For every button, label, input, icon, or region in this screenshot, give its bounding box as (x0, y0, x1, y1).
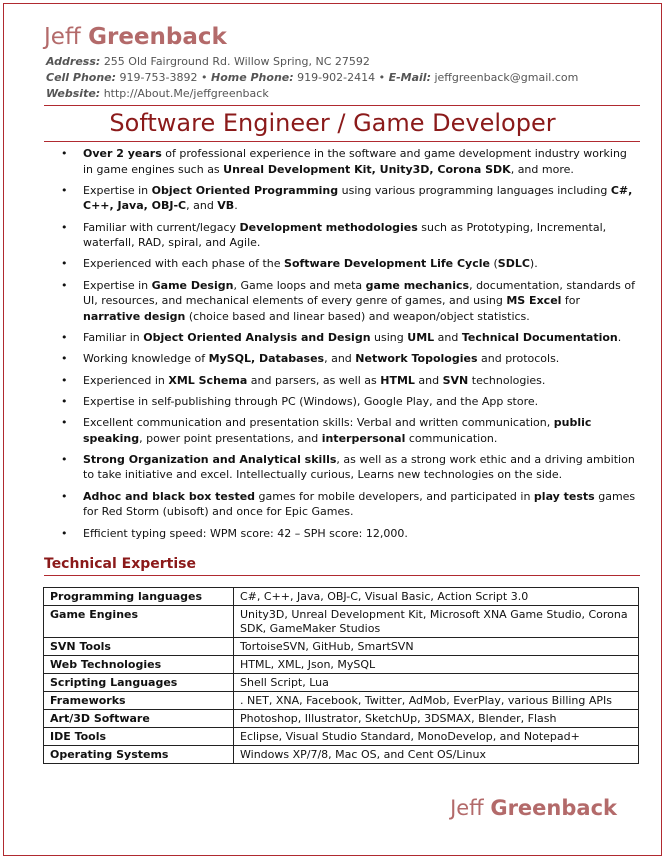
bullet-emphasis: MS Excel (506, 294, 562, 308)
summary-bullet (61, 526, 639, 542)
bullet-text: communication. (405, 431, 498, 445)
skill-values: . NET, XNA, Facebook, Twitter, AdMob, EverPlay, various Billing APIs (234, 692, 639, 710)
section-divider (44, 575, 640, 576)
summary-bullet (61, 146, 639, 177)
bullet-text: ( (489, 257, 498, 271)
bullet-text: , power point presentations, and (139, 431, 322, 445)
bullet-emphasis: Object Oriented Programming (151, 183, 339, 197)
bullet-text: Experienced with each phase of the (83, 257, 285, 271)
bullet-text: Expertise in (83, 278, 152, 292)
skill-category: Programming languages (44, 588, 234, 606)
table-row (44, 728, 639, 746)
bullet-text: and (414, 373, 443, 387)
bullet-text: , documentation, standards of UI, resources, and mechanical elements of every genre of games, and using (83, 278, 635, 308)
bullet-text: , and (186, 199, 218, 213)
bullet-emphasis: Unreal Development Kit, Unity3D, Corona SDK (223, 162, 511, 176)
bullet-text: and (434, 330, 462, 344)
last-name: Greenback (88, 24, 227, 50)
cell-phone-value: 919-753-3892 (119, 71, 198, 84)
bullet-text: Experienced in (83, 373, 169, 387)
bullet-emphasis: Network Topologies (355, 352, 478, 366)
resume-page (3, 3, 662, 856)
bullet-text: and protocols. (477, 352, 560, 366)
address-value: 255 Old Fairground Rd. Willow Spring, NC 27592 (103, 55, 370, 68)
bullet-text: ). (529, 257, 538, 271)
bullet-text: and parsers, as well as (247, 373, 381, 387)
summary-bullet (61, 489, 639, 520)
skill-values: Windows XP/7/8, Mac OS, and Cent OS/Linux (234, 746, 639, 764)
table-row (44, 606, 639, 638)
summary-bullet-list (61, 146, 639, 547)
bullet-text: Working knowledge of (83, 352, 209, 366)
skill-values: TortoiseSVN, GitHub, SmartSVN (234, 638, 639, 656)
table-row (44, 674, 639, 692)
skill-category: Web Technologies (44, 656, 234, 674)
footer-signature (450, 796, 617, 820)
bullet-emphasis: Game Design (151, 278, 234, 292)
technical-expertise-heading: Technical Expertise (44, 556, 196, 572)
skill-values: C#, C++, Java, OBJ-C, Visual Basic, Action Script 3.0 (234, 588, 639, 606)
bullet-text: games for Red Storm (ubisoft) and once for Epic Games. (83, 489, 636, 519)
separator-dot: • (200, 71, 208, 84)
headline-title: Software Engineer / Game Developer (109, 109, 556, 137)
skill-category: SVN Tools (44, 638, 234, 656)
bullet-text: , Game loops and meta (233, 278, 366, 292)
bullet-emphasis: XML Schema (168, 373, 248, 387)
bullet-emphasis: Technical Documentation (461, 330, 618, 344)
skill-category: Game Engines (44, 606, 234, 638)
skill-category: Operating Systems (44, 746, 234, 764)
skill-category: Scripting Languages (44, 674, 234, 692)
bullet-text: , and (324, 352, 356, 366)
skill-values: Photoshop, Illustrator, SketchUp, 3DSMAX, Blender, Flash (234, 710, 639, 728)
skill-values: Unity3D, Unreal Development Kit, Microsoft XNA Game Studio, Corona SDK, GameMaker Studios (234, 606, 639, 638)
bullet-emphasis: UML (407, 330, 435, 344)
technical-expertise-table (43, 587, 639, 764)
bullet-text: for (561, 294, 581, 308)
cell-phone-label: Cell Phone: (46, 71, 117, 84)
skill-values: Eclipse, Visual Studio Standard, MonoDevelop, and Notepad+ (234, 728, 639, 746)
footer-first-name: Jeff (450, 796, 484, 820)
bullet-emphasis: Development methodologies (239, 220, 418, 234)
bullet-text: Familiar with current/legacy (83, 220, 240, 234)
summary-bullet (61, 278, 639, 325)
table-row (44, 746, 639, 764)
skill-category: Art/3D Software (44, 710, 234, 728)
bullet-emphasis: play tests (533, 489, 595, 503)
summary-bullet (61, 394, 639, 410)
bullet-emphasis: Software Development Life Cycle (284, 257, 490, 271)
summary-bullet (61, 373, 639, 389)
phone-email-line (46, 70, 578, 85)
bullet-text: Expertise in self-publishing through PC (Windows), Google Play, and the App store. (83, 394, 539, 408)
bullet-text: such as Prototyping, Incremental, waterfall, RAD, spiral, and Agile. (83, 220, 607, 250)
summary-bullet (61, 256, 639, 272)
bullet-text: , and more. (510, 162, 574, 176)
table-row (44, 588, 639, 606)
candidate-name (44, 24, 227, 50)
address-line (46, 54, 370, 69)
website-label: Website: (46, 87, 101, 100)
table-row (44, 710, 639, 728)
first-name: Jeff (44, 24, 81, 50)
bullet-emphasis: C#, C++, Java, OBJ-C (83, 183, 633, 213)
bullet-text: . (234, 199, 238, 213)
bullet-emphasis: interpersonal (321, 431, 406, 445)
bullet-text: of professional experience in the software and game development industry working in game engines such as (83, 147, 627, 176)
skill-category: Frameworks (44, 692, 234, 710)
summary-bullet (61, 351, 639, 367)
bullet-emphasis: MySQL, Databases (208, 352, 325, 366)
bullet-emphasis: Object Oriented Analysis and Design (143, 330, 371, 344)
skill-category: IDE Tools (44, 728, 234, 746)
bullet-text: using various programming languages including (338, 183, 611, 197)
headline-top-divider (44, 105, 640, 106)
website-link[interactable]: http://About.Me/jeffgreenback (103, 87, 269, 100)
bullet-emphasis: SVN (442, 373, 469, 387)
bullet-emphasis: SDLC (497, 257, 530, 271)
bullet-text: (choice based and linear based) and weapon/object statistics. (185, 309, 530, 323)
summary-bullet (61, 183, 639, 214)
website-line (46, 86, 269, 101)
bullet-text: , as well as a strong work ethic and a driving ambition to take initiative and excel. Intellectually curious, Learns new technologies on the side. (83, 452, 635, 482)
bullet-emphasis: HTML (380, 373, 415, 387)
home-phone-value: 919-902-2414 (297, 71, 376, 84)
skill-values: HTML, XML, Json, MySQL (234, 656, 639, 674)
bullet-text: Familiar in (83, 330, 144, 344)
summary-bullet (61, 415, 639, 446)
bullet-text: using (370, 330, 408, 344)
summary-bullet (61, 220, 639, 251)
bullet-text: games for mobile developers, and participated in (255, 489, 534, 503)
table-row (44, 638, 639, 656)
summary-bullet (61, 452, 639, 483)
bullet-emphasis: game mechanics (365, 278, 470, 292)
email-label: E-Mail: (388, 71, 431, 84)
footer-last-name: Greenback (490, 796, 617, 820)
bullet-text: Efficient typing speed: WPM score: 42 – SPH score: 12,000. (83, 526, 408, 540)
separator-dot: • (378, 71, 386, 84)
bullet-emphasis: Over 2 years (83, 147, 162, 160)
email-value[interactable]: jeffgreenback@gmail.com (434, 71, 579, 84)
bullet-emphasis: VB (217, 199, 235, 213)
bullet-emphasis: narrative design (83, 309, 186, 323)
bullet-text: . (617, 330, 622, 344)
bullet-text: technologies. (468, 373, 546, 387)
headline-bottom-divider (44, 141, 640, 142)
bullet-text: Excellent communication and presentation skills: Verbal and written communication, (83, 416, 554, 430)
bullet-emphasis: public speaking (83, 416, 592, 445)
table-row (44, 656, 639, 674)
bullet-text: Expertise in (83, 183, 152, 197)
bullet-emphasis: Adhoc and black box tested (83, 489, 256, 503)
summary-bullet (61, 330, 639, 346)
table-row (44, 692, 639, 710)
skill-values: Shell Script, Lua (234, 674, 639, 692)
address-label: Address: (46, 55, 101, 68)
bullet-emphasis: Strong Organization and Analytical skills (83, 452, 337, 466)
home-phone-label: Home Phone: (210, 71, 294, 84)
